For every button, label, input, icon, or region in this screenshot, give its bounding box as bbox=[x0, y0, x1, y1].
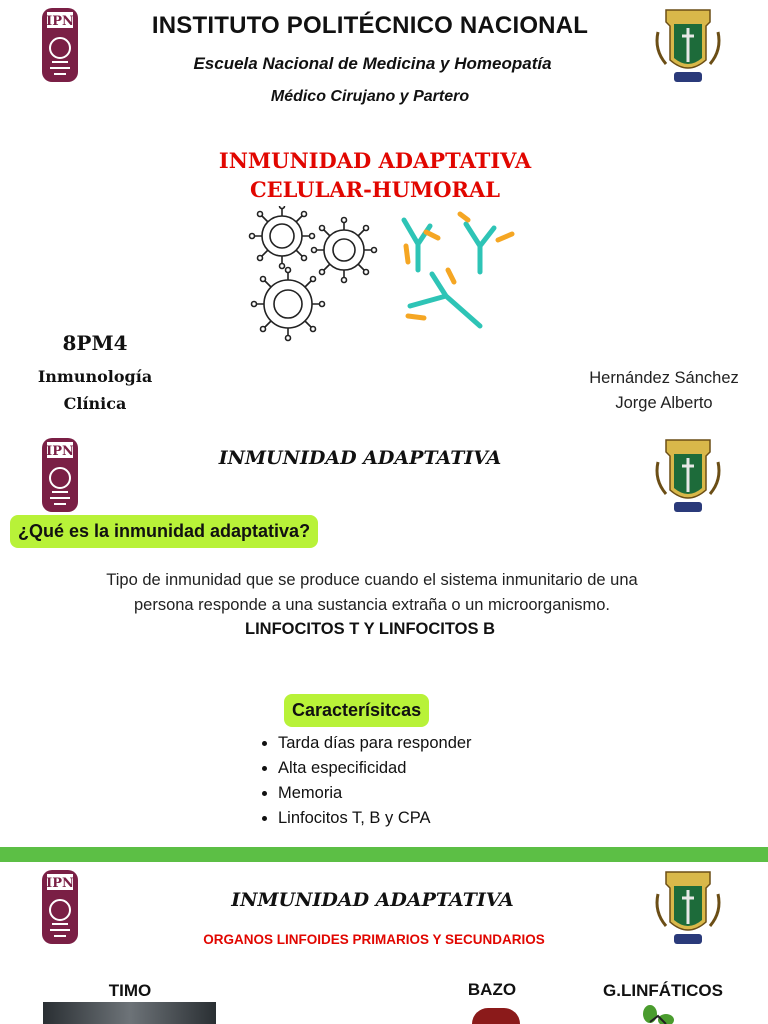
cover-title-line2: CELULAR-HUMORAL bbox=[249, 177, 501, 202]
organ-label-lymph-nodes: G.LINFÁTICOS bbox=[603, 981, 723, 1000]
lymphocytes-emphasis: LINFOCITOS T Y LINFOCITOS B bbox=[245, 620, 495, 638]
cover-title bbox=[180, 146, 570, 204]
list-item: • Alta especificidad bbox=[278, 756, 472, 781]
characteristics-list bbox=[258, 731, 472, 831]
institution-title: INSTITUTO POLITÉCNICO NACIONAL bbox=[151, 12, 589, 39]
subject-line2: Clínica bbox=[63, 394, 127, 413]
subject-line1: Inmunología bbox=[37, 367, 153, 386]
section1-title: INMUNIDAD ADAPTATIVA bbox=[218, 447, 502, 469]
list-item: • Memoria bbox=[278, 781, 472, 806]
ipn-logo-section2 bbox=[34, 864, 86, 950]
virus-icon bbox=[312, 218, 377, 283]
definition-line1: Tipo de inmunidad que se produce cuando el sistema inmunitario de una bbox=[106, 571, 638, 589]
characteristics-pill: Caracterísitcas bbox=[284, 694, 429, 727]
organ-label-spleen: BAZO bbox=[467, 980, 517, 999]
section-divider bbox=[0, 847, 768, 862]
author-line2: Jorge Alberto bbox=[615, 394, 713, 412]
question-pill: ¿Qué es la inmunidad adaptativa? bbox=[10, 515, 318, 548]
ipn-logo-top bbox=[34, 2, 86, 88]
thymus-image bbox=[43, 1002, 216, 1024]
unam-crest-top bbox=[652, 2, 724, 88]
section2-subtitle: ORGANOS LINFOIDES PRIMARIOS Y SECUNDARIOS bbox=[203, 932, 545, 947]
subject-name bbox=[20, 363, 170, 417]
cover-title-line1: INMUNIDAD ADAPTATIVA bbox=[218, 148, 532, 173]
group-code: 8PM4 bbox=[62, 331, 128, 355]
organ-label-thymus: TIMO bbox=[108, 981, 152, 1000]
antibody-illustration bbox=[396, 210, 526, 338]
author-line1: Hernández Sánchez bbox=[589, 369, 739, 387]
unam-crest-section1 bbox=[652, 432, 724, 518]
school-name: Escuela Nacional de Medicina y Homeopatía bbox=[193, 54, 552, 73]
virus-illustration bbox=[248, 206, 378, 342]
list-item: • Linfocitos T, B y CPA bbox=[278, 806, 472, 831]
ipn-logo-section1 bbox=[34, 432, 86, 518]
virus-icon bbox=[250, 206, 315, 269]
virus-icon bbox=[252, 268, 325, 341]
career-name: Médico Cirujano y Partero bbox=[270, 88, 470, 105]
lymph-node-image bbox=[636, 1002, 686, 1024]
spleen-image bbox=[472, 1008, 520, 1024]
definition-text bbox=[40, 568, 704, 618]
unam-crest-section2 bbox=[652, 864, 724, 950]
definition-line2: persona responde a una sustancia extraña o un microorganismo. bbox=[133, 596, 611, 614]
section2-title: INMUNIDAD ADAPTATIVA bbox=[231, 889, 514, 911]
author-name bbox=[574, 366, 754, 416]
antibody-icon bbox=[466, 224, 494, 272]
list-item: • Tarda días para responder bbox=[278, 731, 472, 756]
